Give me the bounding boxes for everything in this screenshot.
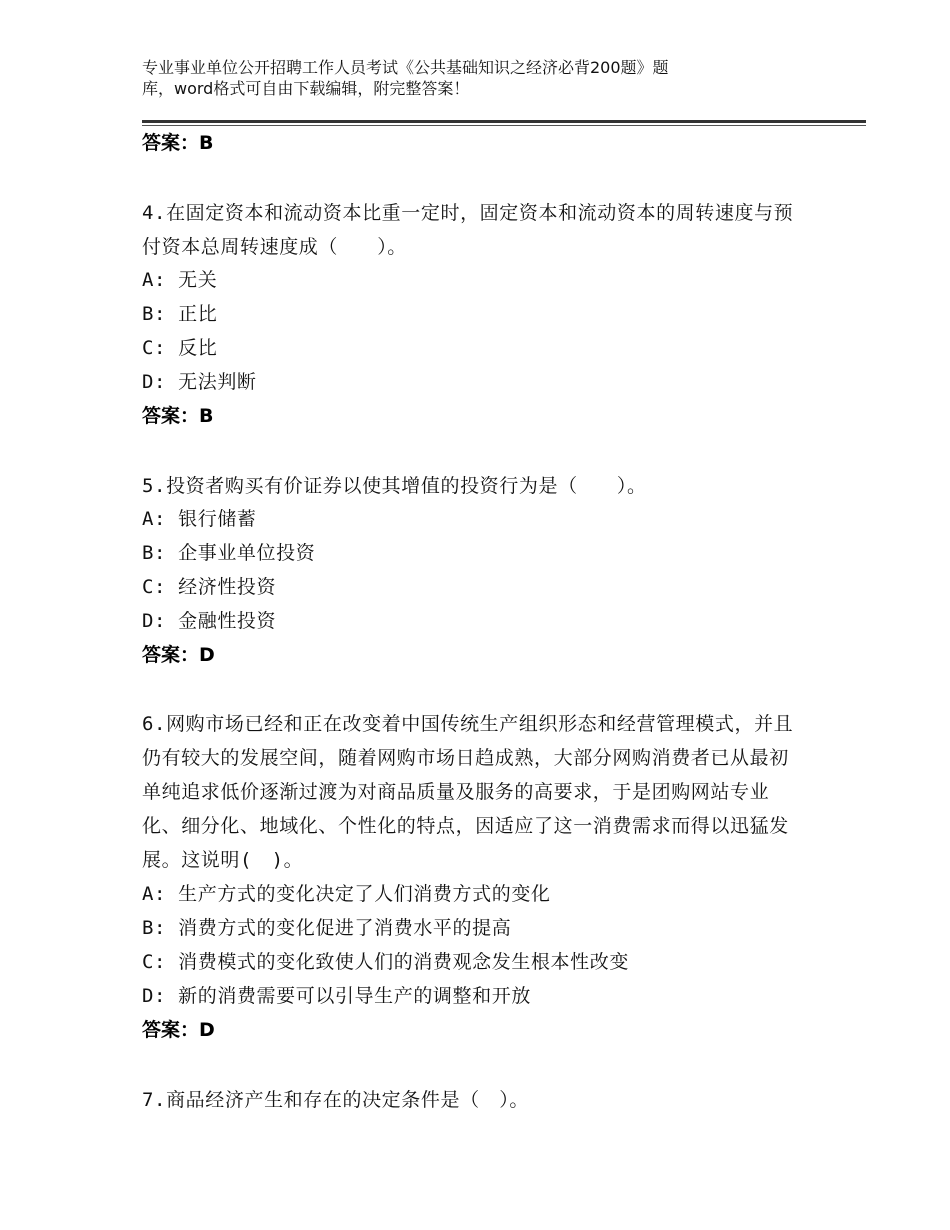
answer-q3: 答案：B: [142, 132, 214, 154]
question-6-option-d: D: 新的消费需要可以引导生产的调整和开放: [142, 985, 531, 1007]
question-5-text: 5.投资者购买有价证券以使其增值的投资行为是（ ）。: [142, 475, 647, 497]
question-4-option-b: B: 正比: [142, 303, 218, 325]
question-6-option-c: C: 消费模式的变化致使人们的消费观念发生根本性改变: [142, 951, 629, 973]
question-4-option-c: C: 反比: [142, 337, 218, 359]
question-4-option-a: A: 无关: [142, 269, 218, 291]
header-line-2: 库，word格式可自由下载编辑，附完整答案！: [142, 79, 470, 98]
header-divider-thick: [142, 120, 866, 123]
question-5-option-b: B: 企事业单位投资: [142, 542, 316, 564]
question-5-option-d: D: 金融性投资: [142, 610, 277, 632]
question-6-option-b: B: 消费方式的变化促进了消费水平的提高: [142, 917, 512, 939]
question-5-option-a: A: 银行储蓄: [142, 508, 257, 530]
document-header: [142, 57, 782, 99]
question-6-option-a: A: 生产方式的变化决定了人们消费方式的变化: [142, 883, 551, 905]
header-line-1: 专业事业单位公开招聘工作人员考试《公共基础知识之经济必背200题》题: [142, 58, 669, 77]
answer-q6: 答案：D: [142, 1019, 215, 1041]
question-5-option-c: C: 经济性投资: [142, 576, 277, 598]
answer-q5: 答案：D: [142, 644, 215, 666]
question-6-text: 6.网购市场已经和正在改变着中国传统生产组织形态和经营管理模式，并且仍有较大的发展空间，随着网购市场日趋成熟，大部分网购消费者已从最初单纯追求低价逐渐过渡为对商品质量及服务的高要求，于是团购网站专业化、细分化、地域化、个性化的特点，因适应了这一消费需求而得以迅猛发展。这说明( )。: [142, 713, 794, 871]
question-7-text: 7.商品经济产生和存在的决定条件是（ ）。: [142, 1089, 529, 1111]
header-divider-thin: [142, 125, 866, 126]
question-4-text: 4.在固定资本和流动资本比重一定时，固定资本和流动资本的周转速度与预付资本总周转速度成（ ）。: [142, 202, 794, 258]
question-4-option-d: D: 无法判断: [142, 371, 257, 393]
answer-q4: 答案：B: [142, 405, 214, 427]
